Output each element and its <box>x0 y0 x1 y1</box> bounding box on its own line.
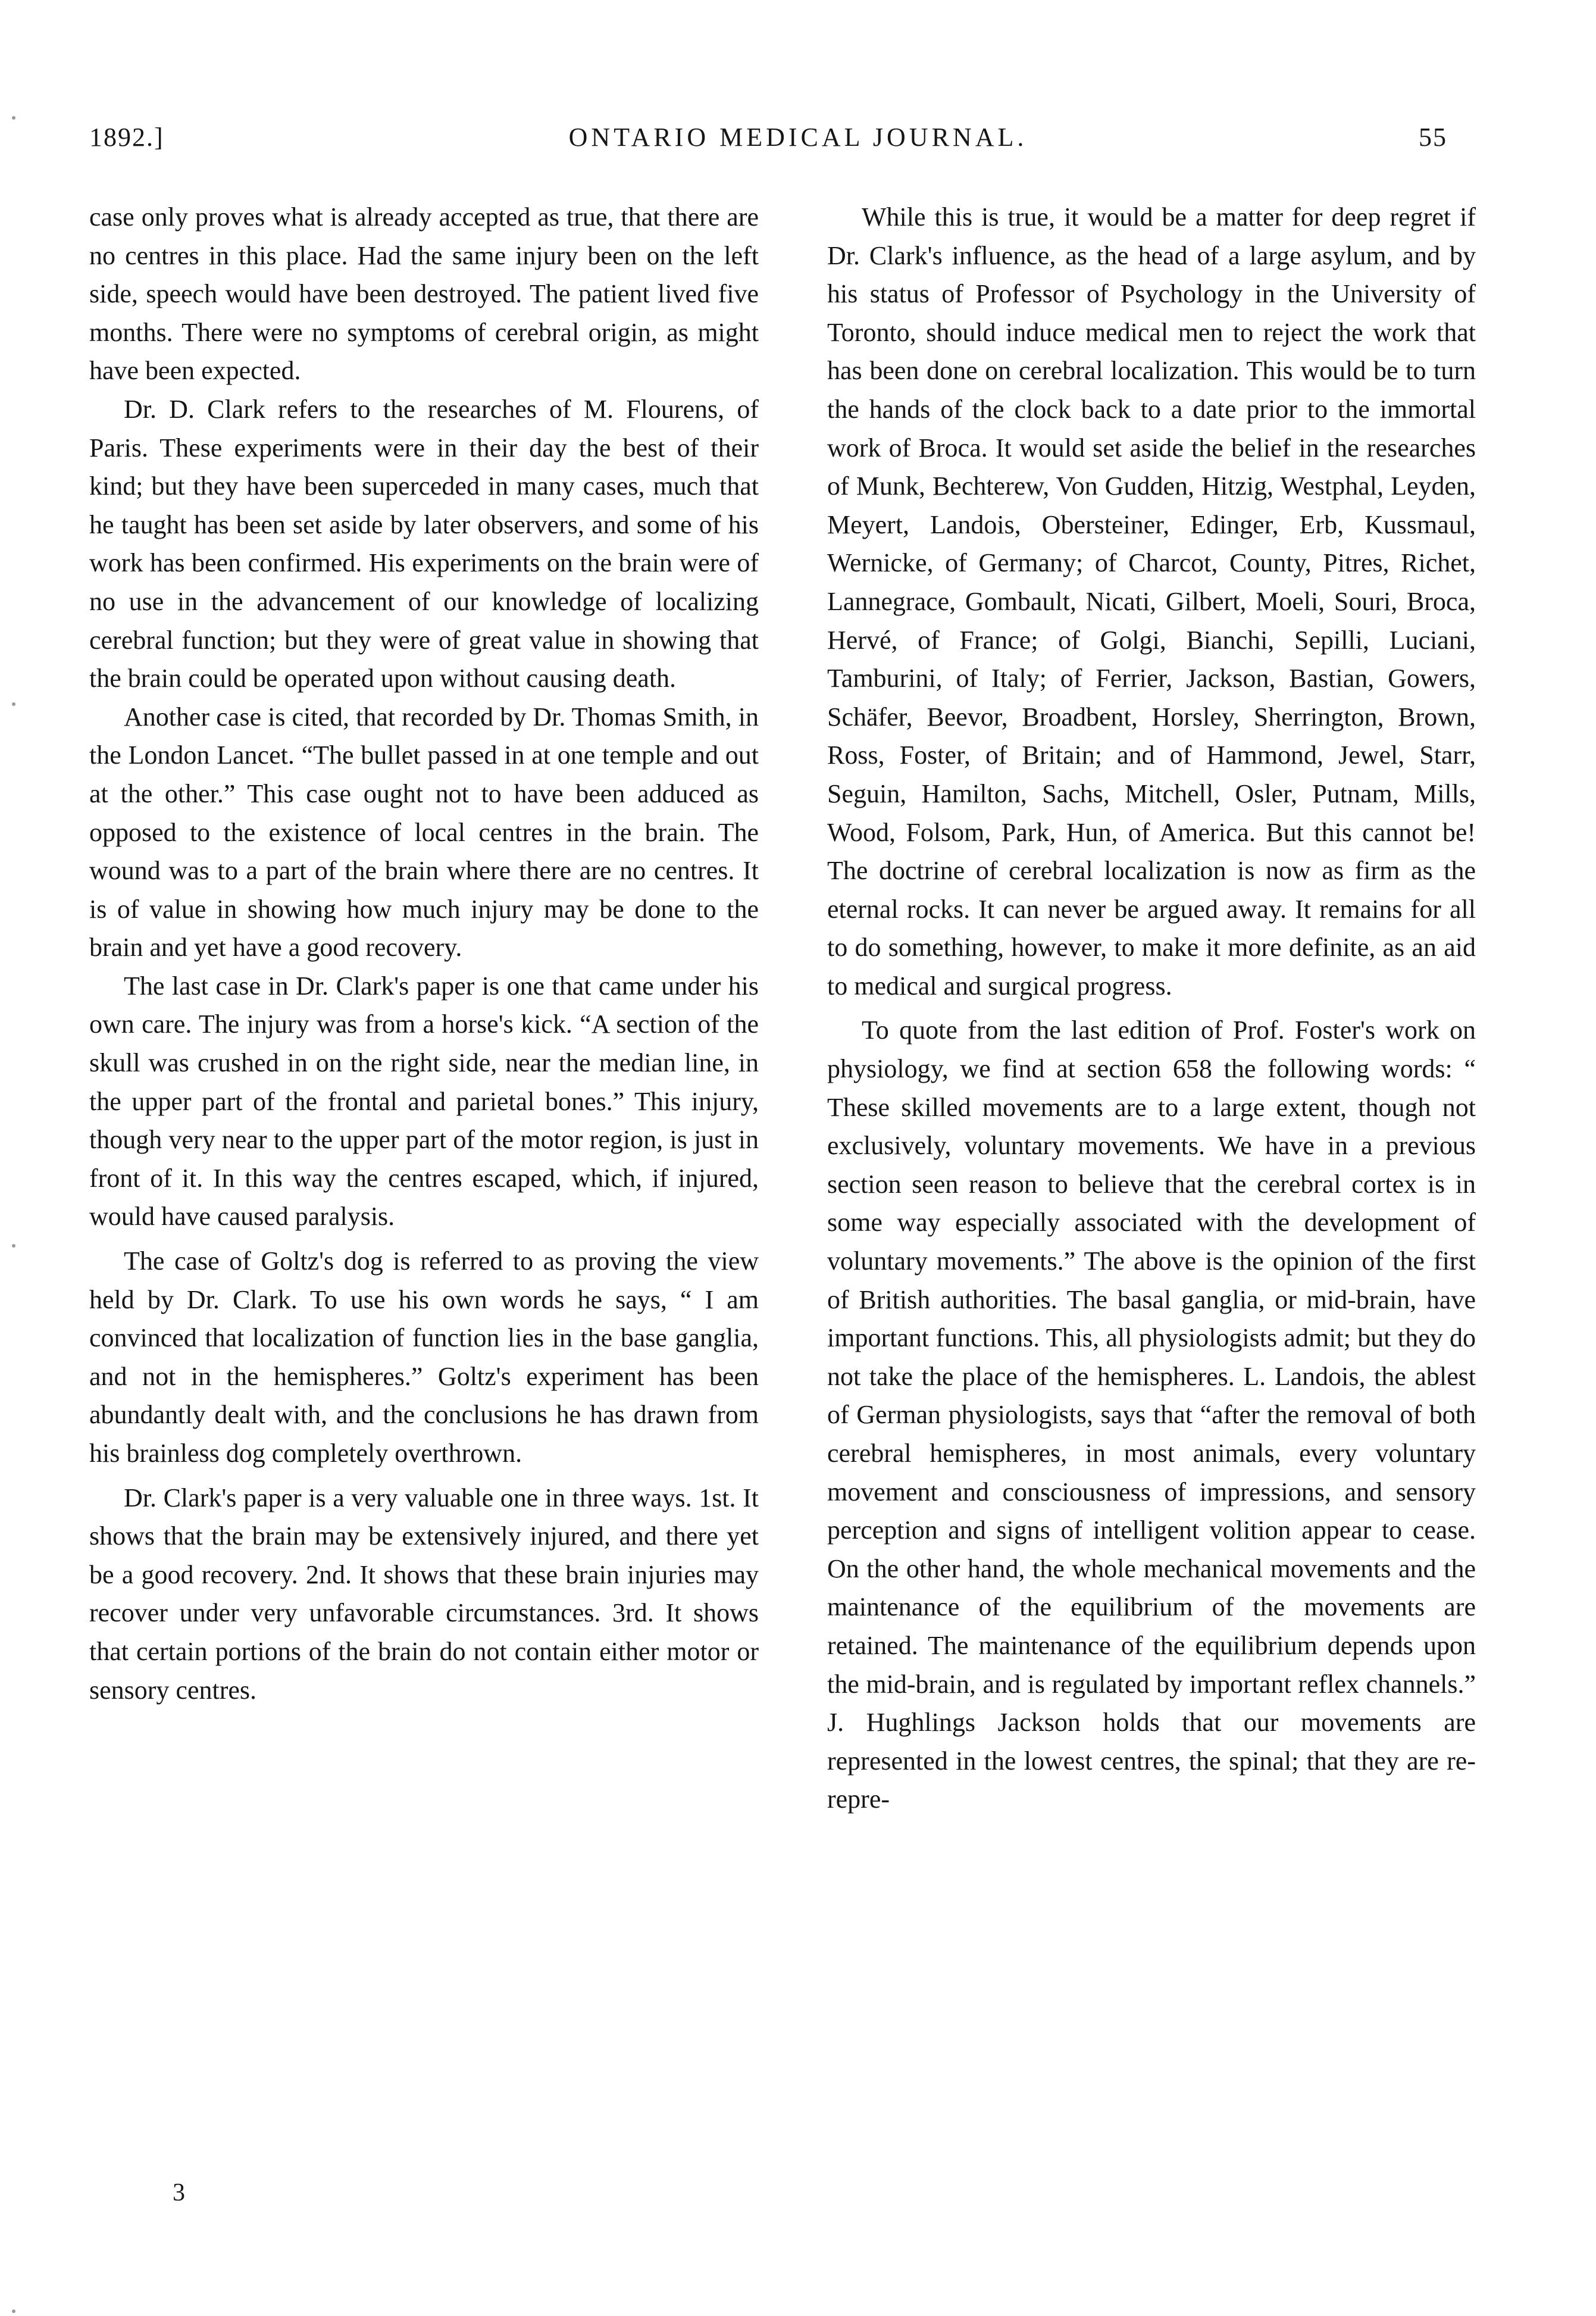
paragraph: Dr. D. Clark refers to the researches of M. Flourens, of Paris. These experiments were in their day the best of their kind; but they have been superceded in many cases, much that he taught has been set aside by later observers, and some of his work has been confirmed. His experiments on the brain were of no use in the advancement of our knowledge of localizing cerebral function; but they were of great value in showing that the brain could be operated upon without causing death. <box>89 394 759 693</box>
paragraph: The last case in Dr. Clark's paper is one that came under his own care. The injury was from a horse's kick. “A section of the skull was crushed in on the right side, near the median line, in the upper part of the frontal and parietal bones.” This injury, though very near to the upper part of the motor region, is just in front of it. In this way the centres escaped, which, if injured, would have caused paralysis. <box>89 971 759 1232</box>
left-column <box>89 198 759 1709</box>
signature-mark: 3 <box>173 2179 185 2206</box>
scan-speck <box>12 116 15 120</box>
paragraph: While this is true, it would be a matter for deep regret if Dr. Clark's influence, as the head of a large asylum, and by his status of Professor of Psychology in the University of Toronto, should induce medical men to reject the work that has been done on cerebral localization. This would be to turn the hands of the clock back to a date prior to the immortal work of Broca. It would set aside the belief in the researches of Munk, Bechterew, Von Gudden, Hitzig, Westphal, Leyden, Meyert, Landois, Obersteiner, Edinger, Erb, Kussmaul, Wernicke, of Germany; of Charcot, County, Pitres, Richet, Lannegrace, Gombault, Nicati, Gilbert, Moeli, Souri, Broca, Hervé, of France; of Golgi, Bianchi, Sepilli, Luciani, Tamburini, of Italy; of Ferrier, Jackson, Bastian, Gowers, Schäfer, Beevor, Broadbent, Horsley, Sherrington, Brown, Ross, Foster, of Britain; and of Hammond, Jewel, Starr, Seguin, Hamilton, Sachs, Mitchell, Osler, Putnam, Mills, Wood, Folsom, Park, Hun, of America. But this cannot be! The doctrine of cerebral localization is now as firm as the eternal rocks. It can never be argued away. It remains for all to do something, however, to make it more definite, as an aid to medical and surgical progress. <box>827 202 1476 1001</box>
paragraph: case only proves what is already accepted as true, that there are no centres in this place. Had the same injury been on the left side, speech would have been destroyed. The patient lived five months. There were no symptoms of cerebral origin, as might have been expected. <box>89 202 759 386</box>
running-header <box>0 122 1596 176</box>
paragraph: The case of Goltz's dog is referred to as proving the view held by Dr. Clark. To use his own words he says, “ I am convinced that localization of function lies in the base ganglia, and not in the hemispheres.” Goltz's experiment has been abundantly dealt with, and the conclusions he has drawn from his brainless dog completely overthrown. <box>89 1246 759 1468</box>
journal-title: ONTARIO MEDICAL JOURNAL. <box>568 123 1028 152</box>
header-year: 1892.] <box>89 123 164 152</box>
right-column <box>827 198 1476 1819</box>
scan-speck <box>12 702 15 706</box>
paragraph: Another case is cited, that recorded by Dr. Thomas Smith, in the London Lancet. “The bullet passed in at one temple and out at the other.” This case ought not to have been adduced as opposed to the existence of local centres in the brain. The wound was to a part of the brain where there are no centres. It is of value in showing how much injury may be done to the brain and yet have a good recovery. <box>89 702 759 962</box>
paragraph: To quote from the last edition of Prof. Foster's work on physiology, we find at section 658 the following words: “ These skilled movements are to a large extent, though not exclusively, voluntary movements. We have in a previous section seen reason to believe that the cerebral cortex is in some way especially associated with the development of voluntary movements.” The above is the opinion of the first of British authorities. The basal ganglia, or mid-brain, have important functions. This, all physiologists admit; but they do not take the place of the hemispheres. L. Landois, the ablest of German physiologists, says that “after the removal of both cerebral hemispheres, in most animals, every voluntary movement and consciousness of impressions, and sensory perception and signs of intelligent volition appear to cease. On the other hand, the whole mechanical movements and the maintenance of the equilibrium of the movements are retained. The maintenance of the equilibrium depends upon the mid-brain, and is regulated by important reflex channels.” J. Hughlings Jackson holds that our movements are represented in the lowest centres, the spinal; that they are re-repre- <box>827 1015 1476 1814</box>
scan-speck <box>12 1244 15 1248</box>
page-number: 55 <box>1419 123 1447 152</box>
paragraph: Dr. Clark's paper is a very valuable one in three ways. 1st. It shows that the brain may be extensively injured, and there yet be a good recovery. 2nd. It shows that these brain injuries may recover under very unfavorable circumstances. 3rd. It shows that certain portions of the brain do not contain either motor or sensory centres. <box>89 1483 759 1705</box>
scan-speck <box>12 2309 15 2313</box>
